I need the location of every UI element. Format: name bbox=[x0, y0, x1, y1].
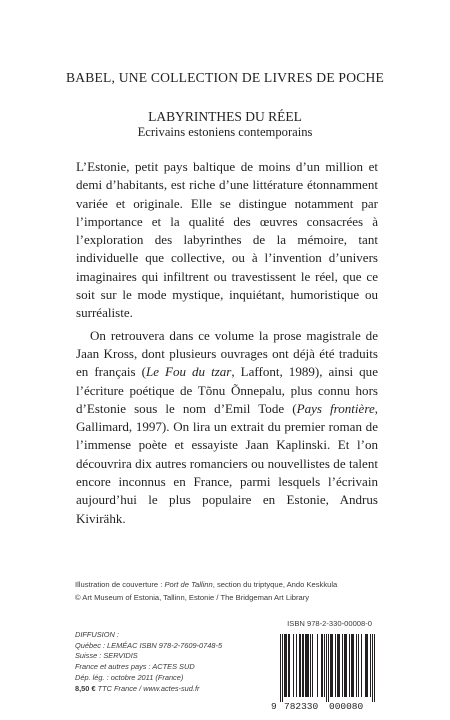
price-line bbox=[75, 684, 255, 695]
barcode-bar bbox=[346, 634, 347, 697]
barcode-bar bbox=[307, 634, 308, 697]
barcode-bar bbox=[280, 634, 281, 702]
blurb bbox=[76, 158, 378, 528]
barcode-bar bbox=[372, 634, 373, 702]
barcode-bar bbox=[370, 634, 371, 697]
paragraph-2-text: , Gallimard, 1997). On lira un extrait du premier roman de l’immense poète et essayiste Jaan Kaplinski. Et l’on découvrira dix autres romanciers ou nouvellistes de talent encore inconnus en France, parmi lesquels l’écrivain aujourd’hui le plus populaire en Estonie, Andrus Kivirähk. bbox=[76, 400, 378, 526]
barcode-bar bbox=[345, 634, 346, 697]
blurb-paragraph-1: L’Estonie, petit pays baltique de moins d’un million et demi d’habitants, est riche d’une littérature étonnamment variée et originale. Elle se distingue notamment par l’importance et la qualité des œuvres consacrées à l’exploration des labyrinthes de la mémoire, tant individuelle que collective, ou à l’invention d’univers imaginaires qui infiltrent ou travestissent le réel, que ce soit sur le mode mystique, inquiétant, humoristique ou surréaliste. bbox=[76, 159, 378, 321]
barcode-bar bbox=[331, 634, 332, 697]
barcode-bar bbox=[367, 634, 368, 697]
barcode-bar bbox=[339, 634, 340, 697]
copyright-line: © Art Museum of Estonia, Tallinn, Estonie / The Bridgeman Art Library bbox=[75, 592, 310, 602]
paragraph-2-text: On retrouvera dans ce volume la prose magistrale de Jaan Kross, dont plusieurs ouvrages ont déjà été traduits en français ( bbox=[76, 327, 378, 380]
barcode-bar bbox=[366, 634, 367, 697]
barcode-bar bbox=[284, 634, 285, 697]
barcode-bar bbox=[338, 634, 339, 697]
barcode-bar bbox=[365, 634, 366, 697]
isbn: ISBN 978-2-330-00008-0 bbox=[287, 619, 372, 628]
illustration-credit bbox=[75, 579, 395, 592]
barcode-bar bbox=[358, 634, 359, 697]
distribution-suisse: Suisse : SERVIDIS bbox=[75, 651, 138, 661]
barcode-bar bbox=[337, 634, 338, 697]
barcode-bar bbox=[342, 634, 343, 697]
barcode-bar bbox=[308, 634, 309, 697]
barcode-bar bbox=[321, 634, 322, 697]
cover-credits bbox=[75, 579, 395, 604]
barcode-bar bbox=[349, 634, 350, 697]
barcode-bar bbox=[300, 634, 301, 697]
blurb-paragraph-2 bbox=[76, 327, 378, 528]
barcode-bar bbox=[282, 634, 283, 702]
book-title: Pays frontière bbox=[296, 400, 375, 416]
barcode-bar bbox=[310, 634, 311, 697]
barcode-bar bbox=[356, 634, 357, 697]
barcode-bar bbox=[285, 634, 286, 697]
barcode-bar bbox=[335, 634, 336, 697]
distribution-quebec: Québec : LEMÉAC ISBN 978-2-7609-0748-5 bbox=[75, 640, 223, 650]
credit-rest: , section du triptyque, Ando Keskkula bbox=[212, 580, 338, 589]
barcode-bar bbox=[305, 634, 306, 697]
series-title: BABEL, UNE COLLECTION DE LIVRES DE POCHE bbox=[66, 70, 384, 85]
credit-prefix: Illustration de couverture : bbox=[75, 580, 165, 589]
barcode-bar bbox=[374, 634, 375, 702]
barcode-bar bbox=[330, 634, 331, 697]
barcode-digits-right: 000080 bbox=[329, 701, 364, 712]
barcode-bar bbox=[317, 634, 318, 697]
collection-subtitle: Ecrivains estoniens contemporains bbox=[137, 125, 313, 139]
price-info: TTC France / www.actes-sud.fr bbox=[95, 683, 200, 693]
barcode-bar bbox=[324, 634, 325, 697]
legal-deposit: Dép. lég. : octobre 2011 (France) bbox=[75, 672, 184, 682]
barcode-bar bbox=[296, 634, 297, 697]
barcode-bar bbox=[361, 634, 362, 697]
barcode-bar bbox=[322, 634, 323, 697]
barcode-bar bbox=[312, 634, 313, 697]
collection-title: LABYRINTHES DU RÉEL bbox=[148, 109, 302, 124]
barcode-bar bbox=[288, 634, 289, 697]
barcode-bar bbox=[351, 634, 352, 697]
book-title: Le Fou du tzar bbox=[145, 364, 232, 380]
barcode-bar bbox=[299, 634, 300, 697]
barcode-digits-left: 782330 bbox=[284, 701, 319, 712]
barcode-bar bbox=[306, 634, 307, 697]
distribution-block bbox=[75, 630, 255, 694]
artwork-title: Port de Tallinn bbox=[164, 580, 213, 589]
barcode-bar bbox=[353, 634, 354, 697]
barcode-bar bbox=[293, 634, 294, 697]
price: 8,50 € bbox=[75, 683, 96, 693]
distribution-france: France et autres pays : ACTES SUD bbox=[75, 662, 195, 672]
barcode-bar bbox=[328, 634, 329, 702]
barcode-bar bbox=[303, 634, 304, 697]
barcode-bar bbox=[352, 634, 353, 697]
barcode-bar bbox=[286, 634, 287, 697]
distribution-heading: DIFFUSION : bbox=[75, 630, 119, 639]
paragraph-2-text: , Laffont, 1989), ainsi que l’écriture poétique de Tõnu Õnnepalu, plus connu hors d’Estonie sous le nom d’Emil Tode ( bbox=[76, 364, 378, 416]
barcode-digit-first: 9 bbox=[271, 701, 277, 712]
barcode-bar bbox=[289, 634, 290, 697]
barcode-bar bbox=[344, 634, 345, 697]
barcode-bar bbox=[302, 634, 303, 697]
barcode-bar bbox=[326, 634, 327, 702]
barcode-graphic bbox=[268, 630, 380, 712]
barcode-bar bbox=[332, 634, 333, 697]
barcode bbox=[268, 630, 380, 712]
